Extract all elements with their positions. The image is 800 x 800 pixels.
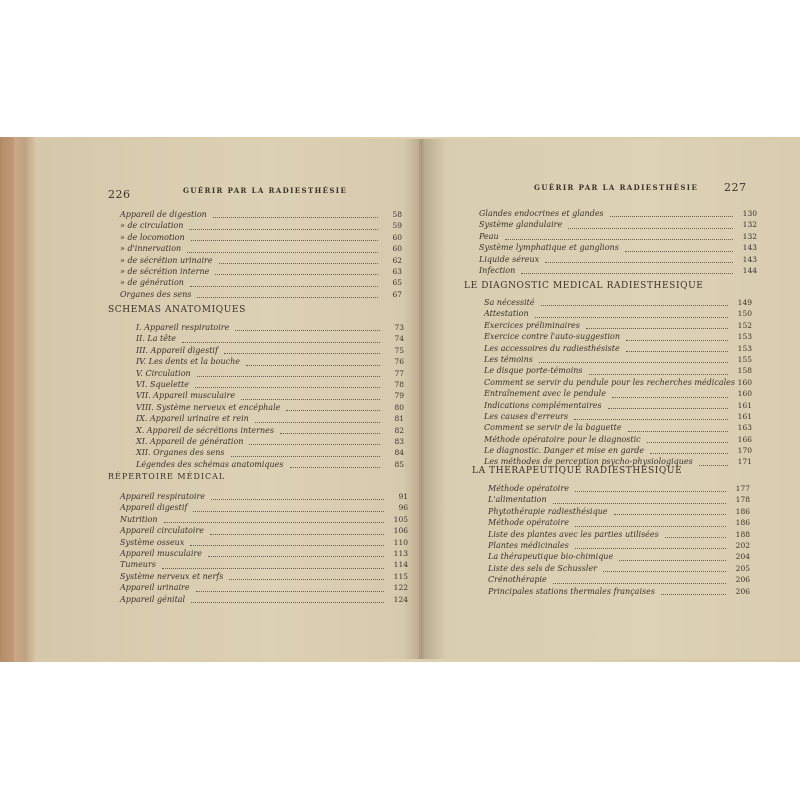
- toc-entry-label: » d'innervation: [120, 244, 182, 254]
- toc-entry: [484, 388, 752, 399]
- toc-entry-label: Sa nécessité: [484, 298, 535, 307]
- toc-entry: [484, 297, 752, 308]
- leader-dots: [661, 594, 726, 595]
- section-title: LA THERAPEUTIQUE RADIESTHESIQUE: [472, 466, 683, 476]
- leader-dots: [219, 263, 378, 264]
- toc-entry: [136, 447, 404, 458]
- toc-entry-label: Système osseux: [120, 537, 185, 547]
- toc-entry: [488, 574, 750, 585]
- toc-entry-label: II. La tête: [136, 334, 176, 344]
- toc-entry-label: Comment se servir du pendule pour les recherches médicales: [484, 377, 735, 387]
- leader-dots: [603, 571, 726, 572]
- toc-entry: [120, 255, 402, 266]
- toc-entry-label: Le disque porte-témoins: [484, 366, 583, 376]
- leader-dots: [699, 465, 728, 466]
- leader-dots: [628, 431, 728, 432]
- leader-dots: [196, 591, 384, 592]
- toc-entry-label: Nutrition: [120, 514, 158, 524]
- toc-entry: [484, 400, 752, 411]
- leader-dots: [625, 251, 733, 252]
- toc-entry-page: 96: [398, 503, 408, 513]
- leader-dots: [505, 239, 733, 240]
- toc-entry-page: 153: [737, 343, 752, 353]
- toc-entry-label: Les accessoires du radiesthésiste: [484, 343, 620, 353]
- book-spine-edge: [4, 137, 14, 662]
- toc-entry-label: Système lymphatique et ganglions: [479, 243, 619, 253]
- section-title: RÉPERTOIRE MÉDICAL: [108, 472, 226, 481]
- toc-entry-page: 62: [392, 255, 402, 265]
- leader-dots: [541, 305, 728, 306]
- toc-entry-page: 170: [737, 446, 752, 456]
- leader-dots: [589, 374, 728, 375]
- right-page: [424, 139, 800, 659]
- leader-dots: [210, 534, 384, 535]
- toc-entry: [120, 582, 408, 593]
- leader-dots: [162, 568, 384, 569]
- toc-entry-page: 206: [735, 586, 750, 596]
- toc-entry-page: 160: [737, 377, 752, 387]
- toc-entry-page: 80: [394, 402, 404, 412]
- leader-dots: [191, 602, 384, 603]
- toc-entry: [120, 502, 408, 513]
- leader-dots: [575, 491, 726, 492]
- leader-dots: [614, 514, 726, 515]
- toc-entry-page: 113: [393, 548, 408, 558]
- leader-dots: [553, 583, 726, 584]
- toc-entry-page: 59: [392, 221, 402, 231]
- toc-entry-page: 74: [394, 334, 404, 344]
- toc-entry: [120, 559, 408, 570]
- toc-entry: [136, 322, 404, 333]
- toc-entry-label: Système glandulaire: [479, 220, 563, 230]
- toc-entry-page: 130: [742, 209, 757, 218]
- leader-dots: [612, 397, 728, 398]
- leader-dots: [193, 511, 384, 512]
- toc-entry-page: 81: [394, 414, 404, 424]
- toc-entry: [120, 266, 402, 277]
- leader-dots: [280, 433, 380, 434]
- toc-entry: [136, 379, 404, 390]
- toc-entry-label: Indications complémentaires: [484, 400, 602, 410]
- toc-entry: [479, 242, 757, 253]
- toc-entry-label: Entraînement avec le pendule: [484, 389, 606, 399]
- leader-dots: [650, 453, 728, 454]
- toc-entry-page: 152: [737, 320, 752, 330]
- toc-entry-label: » de circulation: [120, 221, 184, 231]
- toc-entry: [484, 377, 752, 388]
- leader-dots: [231, 456, 380, 457]
- leader-dots: [224, 353, 380, 354]
- toc-entry: [136, 425, 404, 436]
- toc-entry-label: Liste des sels de Schussler: [488, 563, 598, 573]
- toc-entry-page: 166: [737, 434, 752, 444]
- toc-entry: [136, 436, 404, 447]
- toc-entry-page: 161: [737, 400, 752, 410]
- page-number: 226: [108, 188, 131, 201]
- leader-dots: [229, 579, 384, 580]
- leader-dots: [575, 526, 726, 527]
- toc-entry-label: Plantes médicinales: [488, 540, 569, 550]
- toc-entry-page: 106: [393, 526, 408, 536]
- toc-entry-label: Principales stations thermales françaises: [488, 586, 655, 596]
- toc-entry-page: 132: [742, 220, 757, 230]
- running-head: GUÉRIR PAR LA RADIESTHÉSIE: [183, 186, 348, 195]
- toc-entry: [120, 289, 402, 300]
- toc-entry-label: XII. Organes des sens: [136, 448, 225, 458]
- toc-entry-page: 79: [394, 391, 404, 401]
- toc-entry-label: La thérapeutique bio-chimique: [488, 552, 614, 562]
- toc-entry-label: Les causes d'erreurs: [484, 411, 569, 421]
- toc-entry-label: Phytothérapie radiesthésique: [488, 506, 608, 516]
- toc-entry: [479, 219, 757, 230]
- toc-entry-label: Liste des plantes avec les parties utilisées: [488, 529, 659, 539]
- toc-entry-page: 158: [737, 366, 752, 376]
- toc-entry-page: 178: [735, 495, 750, 505]
- toc-entry: [120, 277, 402, 288]
- toc-entry: [479, 231, 757, 242]
- leader-dots: [246, 365, 380, 366]
- toc-entry-page: 188: [735, 529, 750, 539]
- leader-dots: [610, 216, 733, 217]
- toc-entry: [479, 254, 757, 265]
- toc-entry-label: Peau: [479, 231, 499, 241]
- toc-entry-page: 122: [393, 583, 408, 593]
- leader-dots: [290, 467, 380, 468]
- toc-entry: [120, 571, 408, 582]
- toc-entry-label: Attestation: [484, 309, 529, 319]
- toc-entry-label: » de sécrétion interne: [120, 266, 210, 276]
- leader-dots: [286, 410, 380, 411]
- leader-dots: [215, 274, 378, 275]
- toc-entry: [488, 551, 750, 562]
- page-number: 227: [724, 181, 747, 194]
- toc-entry-label: X. Appareil de sécrétions internes: [136, 425, 274, 435]
- toc-entry-label: Comment se servir de la baguette: [484, 423, 622, 433]
- toc-entry-label: Crénothérapie: [488, 575, 547, 585]
- toc-entry-label: Exercice contre l'auto-suggestion: [484, 332, 620, 342]
- toc-entry: [136, 345, 404, 356]
- toc-entry-page: 171: [737, 457, 752, 467]
- toc-entry-page: 150: [737, 309, 752, 319]
- toc-entry: [120, 548, 408, 559]
- leader-dots: [189, 229, 378, 230]
- toc-entry-page: 114: [393, 560, 408, 570]
- toc-entry-page: 83: [394, 436, 404, 446]
- leader-dots: [521, 273, 733, 274]
- toc-entry-label: Exercices préliminaires: [484, 320, 580, 330]
- toc-entry-page: 160: [737, 389, 752, 399]
- toc-entry-page: 144: [742, 265, 757, 275]
- toc-entry-page: 186: [735, 518, 750, 528]
- toc-entry: [120, 243, 402, 254]
- toc-entry-label: Appareil circulatoire: [120, 526, 204, 536]
- toc-entry-label: » de génération: [120, 278, 184, 288]
- toc-group-1: [120, 209, 402, 300]
- toc-entry: [479, 265, 757, 276]
- toc-group-2: [136, 322, 404, 470]
- toc-entry: [484, 445, 752, 456]
- leader-dots: [197, 376, 380, 377]
- toc-entry-page: 60: [392, 244, 402, 254]
- leader-dots: [545, 262, 733, 263]
- toc-entry-page: 75: [394, 345, 404, 355]
- toc-entry: [136, 459, 404, 470]
- toc-entry: [136, 390, 404, 401]
- leader-dots: [208, 556, 384, 557]
- toc-entry-label: Les méthodes de perception psycho-physiologiques: [484, 457, 693, 467]
- toc-entry-page: 205: [735, 563, 750, 573]
- toc-entry: [484, 365, 752, 376]
- toc-entry: [488, 506, 750, 517]
- toc-entry-page: 143: [742, 254, 757, 264]
- toc-entry-page: 153: [737, 332, 752, 342]
- toc-entry: [136, 402, 404, 413]
- toc-entry-label: Liquide séreux: [479, 254, 540, 264]
- leader-dots: [249, 444, 380, 445]
- toc-entry: [488, 563, 750, 574]
- toc-entry-label: Le diagnostic. Danger et mise en garde: [484, 446, 645, 456]
- section-title: LE DIAGNOSTIC MEDICAL RADIESTHESIQUE: [464, 281, 704, 291]
- leader-dots: [191, 240, 378, 241]
- leader-dots: [255, 422, 380, 423]
- toc-entry-label: Légendes des schémas anatomiques: [136, 459, 284, 469]
- toc-entry-page: 91: [398, 492, 408, 501]
- toc-entry-label: Infection: [479, 265, 516, 275]
- toc-entry: [120, 525, 408, 536]
- toc-entry-page: 65: [392, 278, 402, 288]
- toc-entry-page: 177: [735, 484, 750, 493]
- toc-entry-label: » de sécrétion urinaire: [120, 255, 213, 265]
- toc-entry-page: 204: [735, 552, 750, 562]
- toc-entry: [488, 529, 750, 540]
- toc-entry-label: IX. Appareil urinaire et rein: [136, 414, 249, 424]
- toc-entry-page: 143: [742, 243, 757, 253]
- toc-entry: [484, 434, 752, 445]
- toc-entry: [484, 331, 752, 342]
- leader-dots: [241, 399, 380, 400]
- toc-entry-label: Les témoins: [484, 354, 533, 364]
- toc-entry-page: 124: [393, 594, 408, 604]
- toc-entry: [120, 232, 402, 243]
- leader-dots: [164, 522, 385, 523]
- toc-entry-label: Système nerveux et nerfs: [120, 571, 224, 581]
- toc-entry-label: Méthode opératoire pour le diagnostic: [484, 434, 641, 444]
- toc-entry-page: 84: [394, 448, 404, 458]
- toc-entry: [120, 514, 408, 525]
- toc-entry-page: 73: [394, 323, 404, 332]
- toc-entry-label: L'alimentation: [488, 495, 547, 505]
- left-page: [38, 139, 422, 659]
- toc-entry-label: VII. Appareil musculaire: [136, 391, 236, 401]
- toc-entry-label: Appareil de digestion: [120, 210, 207, 219]
- toc-entry-label: Appareil respiratoire: [120, 492, 206, 501]
- toc-entry: [136, 356, 404, 367]
- toc-group-2: [484, 297, 752, 468]
- toc-entry-page: 105: [393, 514, 408, 524]
- toc-entry-page: 186: [735, 506, 750, 516]
- toc-entry-page: 206: [735, 575, 750, 585]
- leader-dots: [195, 387, 380, 388]
- toc-entry-page: 115: [393, 571, 408, 581]
- toc-entry: [120, 537, 408, 548]
- leader-dots: [568, 228, 733, 229]
- toc-entry-label: IV. Les dents et la bouche: [136, 357, 241, 367]
- running-head: GUÉRIR PAR LA RADIESTHÉSIE: [534, 183, 699, 192]
- leader-dots: [608, 408, 728, 409]
- toc-entry: [488, 540, 750, 551]
- toc-entry-label: Organes des sens: [120, 289, 192, 299]
- toc-entry-label: Appareil génital: [120, 594, 186, 604]
- toc-group-3: [120, 491, 408, 605]
- leader-dots: [626, 351, 728, 352]
- toc-entry-page: 161: [737, 411, 752, 421]
- toc-entry-label: Glandes endocrines et glandes: [479, 209, 604, 218]
- toc-entry-label: I. Appareil respiratoire: [136, 323, 230, 332]
- toc-entry: [484, 411, 752, 422]
- leader-dots: [619, 560, 726, 561]
- toc-entry-page: 155: [737, 354, 752, 364]
- leader-dots: [235, 330, 380, 331]
- toc-entry-label: V. Circulation: [136, 368, 191, 378]
- toc-entry-label: XI. Appareil de génération: [136, 436, 244, 446]
- toc-entry-label: Appareil urinaire: [120, 583, 190, 593]
- toc-entry: [484, 354, 752, 365]
- toc-entry: [479, 208, 757, 219]
- leader-dots: [626, 340, 728, 341]
- toc-entry-page: 163: [737, 423, 752, 433]
- toc-group-1: [479, 208, 757, 276]
- toc-entry-page: 149: [737, 298, 752, 307]
- toc-entry: [488, 517, 750, 528]
- leader-dots: [182, 342, 380, 343]
- toc-entry: [120, 209, 402, 220]
- toc-entry-page: 63: [392, 266, 402, 276]
- leader-dots: [213, 217, 378, 218]
- leader-dots: [211, 499, 384, 500]
- toc-entry-label: VI. Squelette: [136, 379, 189, 389]
- leader-dots: [574, 419, 728, 420]
- toc-entry-page: 77: [394, 368, 404, 378]
- toc-entry-label: Appareil digestif: [120, 503, 188, 513]
- toc-entry: [120, 594, 408, 605]
- toc-entry-page: 76: [394, 357, 404, 367]
- section-title: SCHEMAS ANATOMIQUES: [108, 305, 246, 315]
- toc-entry-page: 67: [392, 289, 402, 299]
- leader-dots: [190, 286, 378, 287]
- toc-entry-page: 82: [394, 425, 404, 435]
- leader-dots: [553, 503, 726, 504]
- toc-entry-label: Méthode opératoire: [488, 484, 569, 493]
- toc-entry-label: Méthode opératoire: [488, 518, 569, 528]
- toc-entry-label: Appareil musculaire: [120, 548, 202, 558]
- toc-entry: [488, 586, 750, 597]
- leader-dots: [665, 537, 726, 538]
- toc-entry: [484, 422, 752, 433]
- leader-dots: [647, 442, 728, 443]
- toc-entry-page: 132: [742, 231, 757, 241]
- leader-dots: [586, 328, 728, 329]
- toc-entry: [484, 308, 752, 319]
- toc-entry: [136, 333, 404, 344]
- toc-entry-label: VIII. Système nerveux et encéphale: [136, 402, 281, 412]
- toc-group-3: [488, 483, 750, 597]
- toc-entry: [484, 343, 752, 354]
- toc-entry: [488, 483, 750, 494]
- toc-entry-label: Tumeurs: [120, 560, 156, 570]
- leader-dots: [187, 252, 378, 253]
- toc-entry-page: 202: [735, 540, 750, 550]
- leader-dots: [190, 545, 384, 546]
- toc-entry-label: » de locomotion: [120, 232, 185, 242]
- toc-entry: [488, 494, 750, 505]
- toc-entry-label: III. Appareil digestif: [136, 345, 218, 355]
- toc-entry: [120, 220, 402, 231]
- toc-entry: [120, 491, 408, 502]
- leader-dots: [539, 362, 728, 363]
- toc-entry-page: 110: [393, 537, 408, 547]
- toc-entry-page: 58: [392, 210, 402, 219]
- toc-entry: [136, 368, 404, 379]
- leader-dots: [535, 317, 728, 318]
- toc-entry-page: 78: [394, 379, 404, 389]
- toc-entry-page: 60: [392, 232, 402, 242]
- leader-dots: [575, 548, 726, 549]
- toc-entry: [484, 320, 752, 331]
- toc-entry: [136, 413, 404, 424]
- leader-dots: [197, 297, 378, 298]
- toc-entry-page: 85: [394, 459, 404, 469]
